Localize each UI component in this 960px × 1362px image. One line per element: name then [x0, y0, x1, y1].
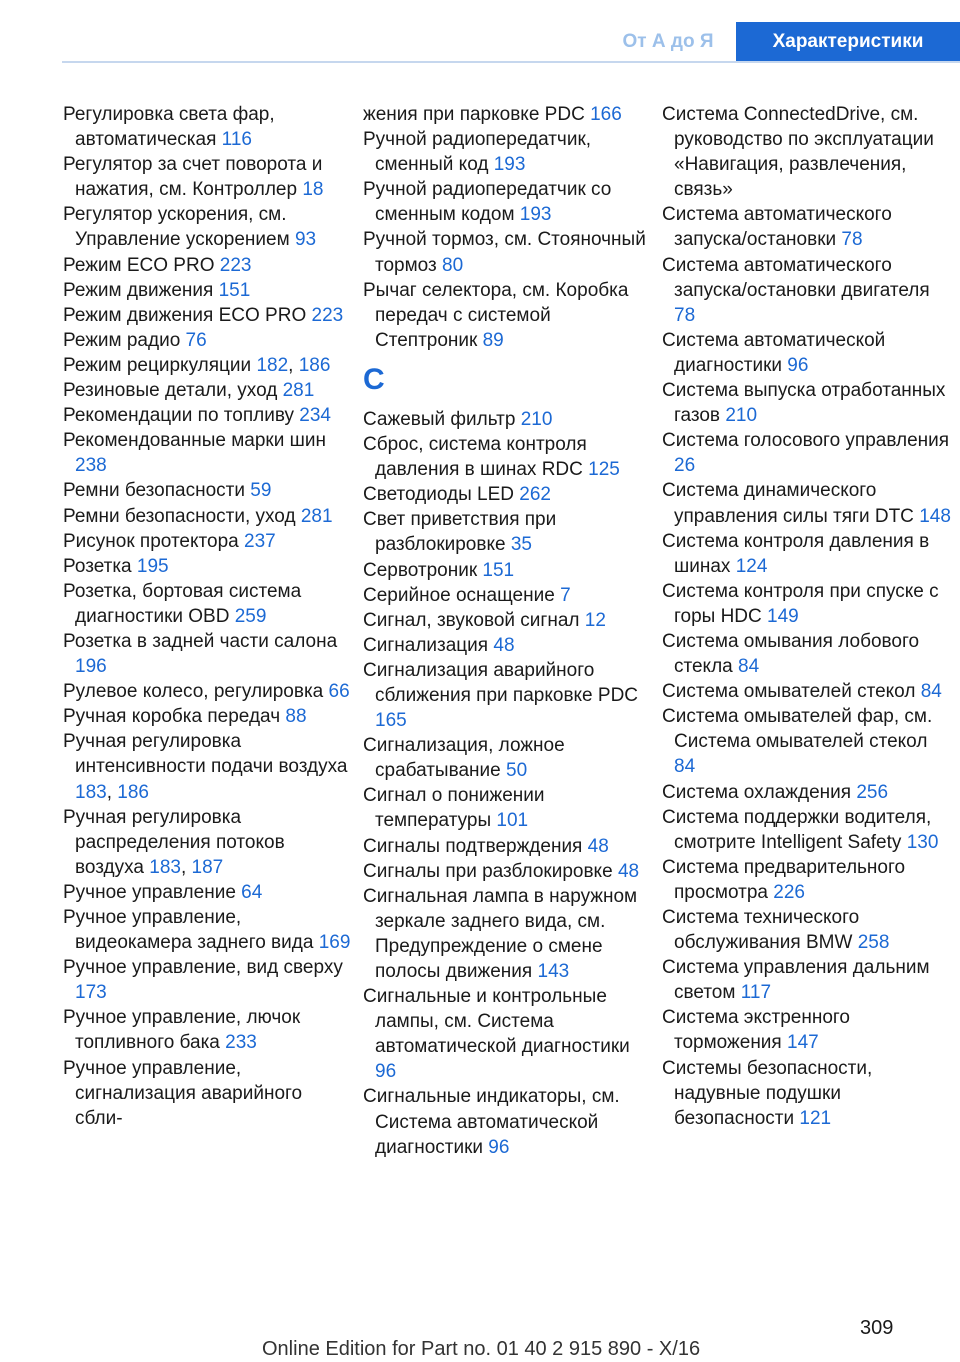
index-term: Сигнализация аварийного сближения при парковке PDC: [363, 659, 639, 706]
index-term: Режим рециркуляции: [63, 354, 252, 376]
index-term: Сигнализация: [363, 634, 489, 656]
page-link[interactable]: 193: [493, 154, 526, 176]
index-term: Рисунок протектора: [63, 530, 239, 552]
page-link[interactable]: 48: [587, 835, 609, 857]
index-term: Система контроля давления в шинах: [662, 530, 930, 577]
index-term: Рычаг селектора, см. Коробка передач с системой Стептроник: [363, 279, 629, 351]
index-term: Сажевый фильтр: [363, 408, 516, 430]
page-link[interactable]: 237: [244, 530, 276, 552]
index-term: Серийное оснащение: [363, 584, 555, 606]
page-link[interactable]: 96: [488, 1136, 510, 1158]
page-link[interactable]: 125: [588, 459, 620, 481]
index-entry: [662, 855, 952, 905]
index-entry: [63, 202, 353, 252]
index-term: Розетка в задней части салона: [63, 630, 338, 652]
index-term: Ручное управление, лючок топливного бака: [63, 1007, 301, 1054]
index-entry: [363, 608, 653, 633]
page-link[interactable]: 84: [674, 756, 696, 778]
index-entry: [363, 984, 653, 1084]
index-term: Ручная регулировка интенсивности подачи воздуха: [63, 731, 348, 778]
index-term: Сигналы подтверждения: [363, 835, 583, 857]
page-link[interactable]: 96: [787, 354, 809, 376]
page-link[interactable]: 64: [241, 881, 263, 903]
index-entry: [63, 378, 353, 403]
page-link[interactable]: 238: [75, 455, 107, 477]
index-term: Система автоматического запуска/остановки: [662, 204, 892, 251]
index-term: Сигнал о понижении температуры: [363, 785, 545, 832]
page-link[interactable]: 151: [218, 279, 251, 301]
index-term: Система технического обслуживания BMW: [662, 907, 860, 954]
index-entry: [63, 253, 353, 278]
index-term: Ручной радиопередатчик, сменный код: [363, 129, 592, 176]
index-term: Сигналы при разблокировке: [363, 860, 613, 882]
page-link[interactable]: 35: [510, 534, 532, 556]
index-entry: [63, 704, 353, 729]
index-term: Регулятор ускорения, см. Управление ускорением: [63, 204, 290, 251]
page-link[interactable]: 121: [799, 1107, 832, 1129]
page-link[interactable]: 151: [482, 559, 515, 581]
index-term: Регулировка света фар, автоматическая: [63, 104, 275, 151]
index-entry: [363, 834, 653, 859]
page-link[interactable]: 130: [906, 831, 939, 853]
page-link[interactable]: 196: [75, 656, 107, 678]
page-link[interactable]: 89: [482, 329, 504, 351]
page-link[interactable]: 165: [375, 710, 407, 732]
index-entry: [662, 378, 952, 428]
page-link[interactable]: 223: [311, 304, 344, 326]
index-term: жения при парковке PDC: [363, 104, 585, 125]
index-entry: [662, 202, 952, 252]
page-link[interactable]: 7: [560, 584, 571, 606]
index-term: Система омывания лобового стекла: [662, 630, 920, 678]
index-entry: [63, 554, 353, 579]
index-entry: [63, 278, 353, 303]
index-term: Система экстренного торможения: [662, 1007, 850, 1054]
page-link[interactable]: 210: [520, 408, 553, 430]
index-term: Система охлаждения: [662, 781, 852, 803]
index-term: Сброс, система контроля давления в шинах RDC: [363, 434, 587, 481]
index-entry: [63, 679, 353, 704]
index-term: Розетка: [63, 555, 132, 577]
page-link[interactable]: 48: [617, 860, 640, 882]
index-entry: [63, 629, 353, 679]
footer-edition: Online Edition for Part no. 01 40 2 915 890 - X/16: [262, 1338, 701, 1360]
index-entry: [63, 1005, 353, 1055]
page-link[interactable]: 187: [191, 856, 224, 878]
index-term: Система ConnectedDrive, см. руководство по эксплуатации «Навигация, развлечения, связь»: [662, 104, 934, 201]
index-entry: [662, 780, 952, 805]
index-entry: [662, 679, 952, 704]
page-link[interactable]: 48: [493, 634, 515, 656]
page-link[interactable]: 233: [225, 1032, 257, 1054]
index-entry: [63, 579, 353, 629]
page-link[interactable]: 66: [328, 681, 350, 703]
page-link[interactable]: 88: [285, 706, 307, 728]
index-term: Режим ECO PRO: [63, 254, 215, 276]
index-term: Система предварительного просмотра: [662, 856, 906, 903]
index-entry: [63, 428, 353, 478]
tab-a-to-z[interactable]: От А до Я: [622, 31, 714, 52]
index-entry: [63, 529, 353, 554]
page-link[interactable]: 223: [219, 254, 252, 276]
index-entry: [662, 478, 952, 528]
index-entry: [662, 529, 952, 579]
index-column-1: [63, 102, 353, 1131]
index-term: Система динамического управления силы тяги DTC: [662, 480, 914, 527]
page-link[interactable]: 259: [234, 605, 267, 627]
page-link[interactable]: 26: [674, 455, 696, 477]
index-term: Свет приветствия при разблокировке: [363, 509, 557, 556]
index-term: Светодиоды LED: [363, 484, 515, 506]
page-separator: ,: [288, 354, 299, 376]
page-link[interactable]: 80: [442, 254, 464, 276]
page-link[interactable]: 78: [674, 304, 696, 326]
tab-characteristics[interactable]: Характеристики: [736, 22, 960, 62]
page-link[interactable]: 166: [590, 104, 622, 125]
index-term: Ручное управление, сигнализация аварийного сбли-: [63, 1057, 303, 1129]
page-link[interactable]: 124: [735, 555, 768, 577]
index-term: Сигнал, звуковой сигнал: [363, 609, 580, 631]
index-entry: [363, 432, 653, 482]
index-term: Система поддержки водителя, смотрите Intelligent Safety: [662, 806, 932, 853]
page-link[interactable]: 169: [318, 932, 351, 954]
page-link[interactable]: 18: [302, 179, 324, 201]
page-link[interactable]: 78: [841, 229, 863, 251]
index-term: Сигнальная лампа в наружном зеркале заднего вида, см. Предупреждение о смене полосы движения: [363, 885, 638, 982]
page-separator: ,: [106, 781, 118, 803]
index-column-2: [363, 102, 653, 1160]
index-entry: [363, 558, 653, 583]
index-entry: [662, 905, 952, 955]
index-entry: [63, 905, 353, 955]
index-term: Сигнальные индикаторы, см. Система автоматической диагностики: [363, 1086, 620, 1158]
index-entry: [363, 884, 653, 984]
index-entry: [662, 1005, 952, 1055]
index-term: Регулятор за счет поворота и нажатия, см. Контроллер: [63, 154, 323, 201]
section-letter: С: [363, 362, 385, 396]
page-number: 309: [860, 1317, 894, 1339]
index-term: Сервотроник: [363, 559, 478, 581]
page-link[interactable]: 183: [75, 781, 107, 803]
page-link[interactable]: 93: [294, 229, 317, 251]
index-term: Система автоматического запуска/остановки двигателя: [662, 254, 930, 301]
page-link[interactable]: 258: [857, 932, 890, 954]
index-entry: [363, 482, 653, 507]
page-link[interactable]: 226: [773, 881, 805, 903]
index-entry: [63, 729, 353, 804]
index-entry: [363, 733, 653, 783]
page-separator: ,: [180, 856, 192, 878]
index-term: Ручной радиопередатчик со сменным кодом: [363, 179, 612, 226]
page-link[interactable]: 281: [282, 380, 315, 402]
index-entry: [63, 880, 353, 905]
index-entry: [63, 478, 353, 503]
page-link[interactable]: 193: [519, 204, 552, 226]
index-entry: [363, 227, 653, 277]
page-link[interactable]: 210: [725, 405, 758, 427]
page-link[interactable]: 281: [300, 505, 333, 527]
index-entry: [63, 1056, 353, 1131]
index-term: Система автоматической диагностики: [662, 329, 886, 376]
page-link[interactable]: 12: [584, 609, 606, 631]
index-entry: [363, 783, 653, 833]
page-link[interactable]: 173: [75, 982, 107, 1004]
index-term: Система голосового управления: [662, 430, 950, 452]
index-term: Ручное управление, вид сверху: [63, 957, 343, 979]
index-term: Система контроля при спуске с горы HDC: [662, 580, 939, 627]
page-link[interactable]: 182: [256, 354, 289, 376]
page-link[interactable]: 148: [919, 505, 951, 527]
index-term: Система управления дальним светом: [662, 957, 930, 1004]
index-term: Режим движения ECO PRO: [63, 304, 307, 326]
page-link[interactable]: 195: [136, 555, 169, 577]
index-term: Сигнализация, ложное срабатывание: [363, 735, 565, 782]
index-entry: [363, 127, 653, 177]
index-term: Система выпуска отработанных газов: [662, 380, 946, 427]
index-term: Режим радио: [63, 329, 181, 351]
index-entry: [363, 102, 653, 127]
page-link[interactable]: 50: [506, 760, 528, 782]
index-term: Рекомендованные марки шин: [63, 430, 326, 452]
index-term: Резиновые детали, уход: [63, 380, 278, 402]
index-entry: [63, 805, 353, 880]
index-entry: [363, 278, 653, 353]
page-link[interactable]: 262: [519, 484, 551, 506]
page-link[interactable]: 234: [299, 405, 331, 427]
index-entry: [63, 152, 353, 202]
index-term: Ручное управление, видеокамера заднего вида: [63, 907, 314, 954]
index-entry: [662, 629, 952, 679]
page-link[interactable]: 59: [250, 480, 272, 502]
page-link[interactable]: 256: [856, 781, 889, 803]
index-entry: [63, 303, 353, 328]
index-entry: [662, 1056, 952, 1131]
index-term: Рулевое колесо, регулировка: [63, 681, 324, 703]
index-entry: [63, 353, 353, 378]
index-entry: [363, 1084, 653, 1159]
index-term: Сигнальные и контрольные лампы, см. Система автоматической диагностики: [363, 986, 630, 1058]
index-entry: [662, 328, 952, 378]
page-link[interactable]: 117: [740, 982, 772, 1004]
page-link[interactable]: 186: [298, 354, 331, 376]
index-entry: [363, 658, 653, 733]
index-term: Ручная коробка передач: [63, 706, 281, 728]
index-entry: [63, 955, 353, 1005]
header-bar: [0, 0, 960, 62]
index-entry: [63, 504, 353, 529]
index-entry: [662, 102, 952, 202]
index-entry: [363, 859, 653, 884]
index-term: Система омывателей фар, см. Система омывателей стекол: [662, 706, 933, 753]
index-entry: [63, 403, 353, 428]
index-term: Ручное управление: [63, 881, 236, 903]
page-link[interactable]: 147: [787, 1032, 819, 1054]
index-entry: [363, 583, 653, 608]
index-entry: [662, 955, 952, 1005]
index-entry: [363, 177, 653, 227]
index-term: Рекомендации по топливу: [63, 405, 295, 427]
index-entry: [662, 805, 952, 855]
index-term: Розетка, бортовая система диагностики OBD: [63, 580, 302, 627]
page-link[interactable]: 96: [375, 1061, 397, 1083]
index-entry: [662, 253, 952, 328]
index-term: Ручная регулировка распределения потоков воздуха: [63, 806, 285, 878]
page-link[interactable]: 101: [496, 810, 529, 832]
page-link[interactable]: 84: [920, 681, 942, 703]
page-link[interactable]: 183: [149, 856, 181, 878]
index-term: Ручной тормоз, см. Стояночный тормоз: [363, 229, 646, 276]
page-link[interactable]: 84: [738, 656, 760, 678]
index-term: Ремни безопасности: [63, 480, 245, 502]
index-entry: [363, 507, 653, 557]
index-entry: [662, 704, 952, 779]
index-term: Система омывателей стекол: [662, 681, 916, 703]
index-term: Режим движения: [63, 279, 214, 301]
index-term: Системы безопасности, надувные подушки безопасности: [662, 1057, 873, 1129]
page-link[interactable]: 116: [221, 129, 252, 151]
index-entry: [363, 407, 653, 432]
index-term: Ремни безопасности, уход: [63, 505, 296, 527]
index-entry: [662, 428, 952, 478]
index-entry: [662, 579, 952, 629]
index-entry: [63, 102, 353, 152]
page-link[interactable]: 149: [767, 605, 799, 627]
page-link[interactable]: 186: [117, 781, 149, 803]
page-link[interactable]: 143: [537, 961, 570, 982]
page-link[interactable]: 76: [185, 329, 207, 351]
header-divider: [62, 61, 960, 63]
index-column-3: [662, 102, 952, 1131]
index-entry: [63, 328, 353, 353]
index-entry: [363, 633, 653, 658]
